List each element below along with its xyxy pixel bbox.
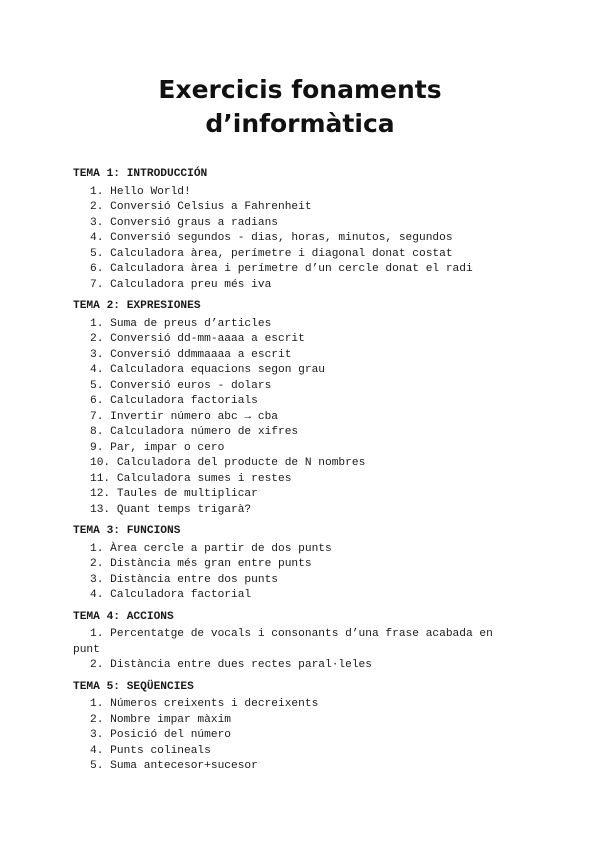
section-tema-5 [73,680,533,775]
item-number: 7. [90,278,104,291]
item-number: 6. [90,395,104,407]
list-item [73,658,533,674]
list-item [73,200,533,216]
item-text: Àrea cercle a partir de dos punts [110,542,332,555]
list-item [73,317,533,333]
list-item [73,410,533,426]
section-tema-3 [73,524,533,604]
item-number: 3. [90,216,104,229]
exercise-items [73,185,533,294]
item-text: Calculadora àrea, perímetre i diagonal donat costat [110,247,453,260]
section-heading: TEMA 2: EXPRESIONES [73,300,201,312]
item-text: Calculadora sumes i restes [116,472,292,485]
item-number: 4. [90,744,104,757]
list-item [73,247,533,263]
item-text: Posició del número [110,729,232,741]
item-number: 3. [90,729,104,741]
item-text: Distància entre dues rectes paral·leles [110,659,372,671]
item-text: Calculadora factorials [110,395,258,407]
list-item [73,348,533,364]
list-item [73,697,533,713]
item-text: Suma antecesor+sucesor [110,760,258,772]
exercise-items [73,317,533,519]
item-number: 4. [90,364,104,376]
exercise-items [73,542,533,604]
item-number: 7. [90,410,104,423]
section-heading: TEMA 1: INTRODUCCIÓN [73,168,208,180]
item-text: Calculadora preu més iva [110,278,272,291]
title-line-2: d’informàtica [205,109,395,138]
section-tema-1 [73,167,533,293]
title-line-1: Exercicis fonaments [158,75,442,104]
item-number: 2. [90,201,104,213]
item-text: Par, impar o cero [110,441,225,454]
item-text: Distància entre dos punts [110,573,278,586]
list-item [73,231,533,247]
section-tema-4 [73,610,533,674]
item-number: 13. [90,503,111,516]
item-number: 5. [90,760,104,772]
exercise-list [73,167,533,781]
list-item [73,262,533,278]
item-text: Taules de multiplicar [116,488,258,500]
item-text: Calculadora del producte de N nombres [116,457,366,469]
item-number: 4. [90,232,104,244]
list-item [73,472,533,488]
item-number: 1. [90,317,104,330]
item-number: 2. [90,659,104,671]
section-heading: TEMA 4: ACCIONS [73,610,174,623]
item-number: 6. [90,263,104,275]
exercise-items [73,627,533,674]
list-item [73,588,533,604]
list-item [73,713,533,729]
item-number: 1. [90,185,104,198]
item-text: Distància més gran entre punts [110,558,312,570]
item-number: 2. [90,713,104,726]
item-text: Conversió graus a radians [110,216,278,229]
item-number: 9. [90,441,104,454]
list-item [73,542,533,558]
item-number: 11. [90,472,111,485]
section-tema-2 [73,299,533,518]
list-item [73,744,533,760]
item-text: Invertir número abc → cba [110,410,278,423]
item-text: Conversió Celsius a Fahrenheit [110,201,312,213]
item-text: Conversió euros - dolars [110,379,272,392]
item-number: 1. [90,542,104,555]
item-number: 3. [90,573,104,586]
list-item [73,363,533,379]
list-item [73,728,533,744]
list-item [73,759,533,775]
item-text: Conversió ddmmaaaa a escrit [110,348,292,361]
item-text: Punts colineals [110,744,211,757]
list-item [73,332,533,348]
section-heading: TEMA 5: SEQÜENCIES [73,680,194,693]
item-text: Calculadora àrea i perímetre d’un cercle donat el radi [110,263,473,275]
item-number: 3. [90,348,104,361]
list-item [73,441,533,457]
list-item [73,573,533,589]
list-item [73,216,533,232]
item-text: Nombre impar màxim [110,713,232,726]
item-text: Calculadora número de xifres [110,426,299,438]
list-item [73,456,533,472]
page-title [0,73,600,141]
list-item [73,425,533,441]
item-number: 10. [90,457,111,469]
item-text: Conversió dd-mm-aaaa a escrit [110,333,305,345]
item-text: Calculadora factorial [110,589,252,601]
item-number: 2. [90,333,104,345]
item-text: Suma de preus d’articles [110,317,272,330]
item-number: 8. [90,426,104,438]
item-number: 5. [90,247,104,260]
exercise-items [73,697,533,775]
item-number: 5. [90,379,104,392]
item-number: 12. [90,488,111,500]
item-text: Conversió segundos - dias, horas, minutos, segundos [110,232,453,244]
item-text: Percentatge de vocals i consonants d’una frase acabada en [110,628,493,640]
item-text: Calculadora equacions segon grau [110,364,325,376]
list-item [73,503,533,519]
item-text: Hello World! [110,185,191,198]
list-item [73,487,533,503]
list-item [73,185,533,201]
list-item [73,557,533,573]
list-item [73,627,533,658]
item-text-continuation: punt [73,643,100,656]
list-item [73,278,533,294]
item-number: 4. [90,589,104,601]
item-number: 1. [90,628,104,640]
section-heading: TEMA 3: FUNCIONS [73,525,181,537]
item-number: 2. [90,558,104,570]
list-item [73,394,533,410]
item-number: 1. [90,698,104,710]
item-text: Quant temps trigarà? [116,503,252,516]
item-text: Números creixents i decreixents [110,698,319,710]
list-item [73,379,533,395]
